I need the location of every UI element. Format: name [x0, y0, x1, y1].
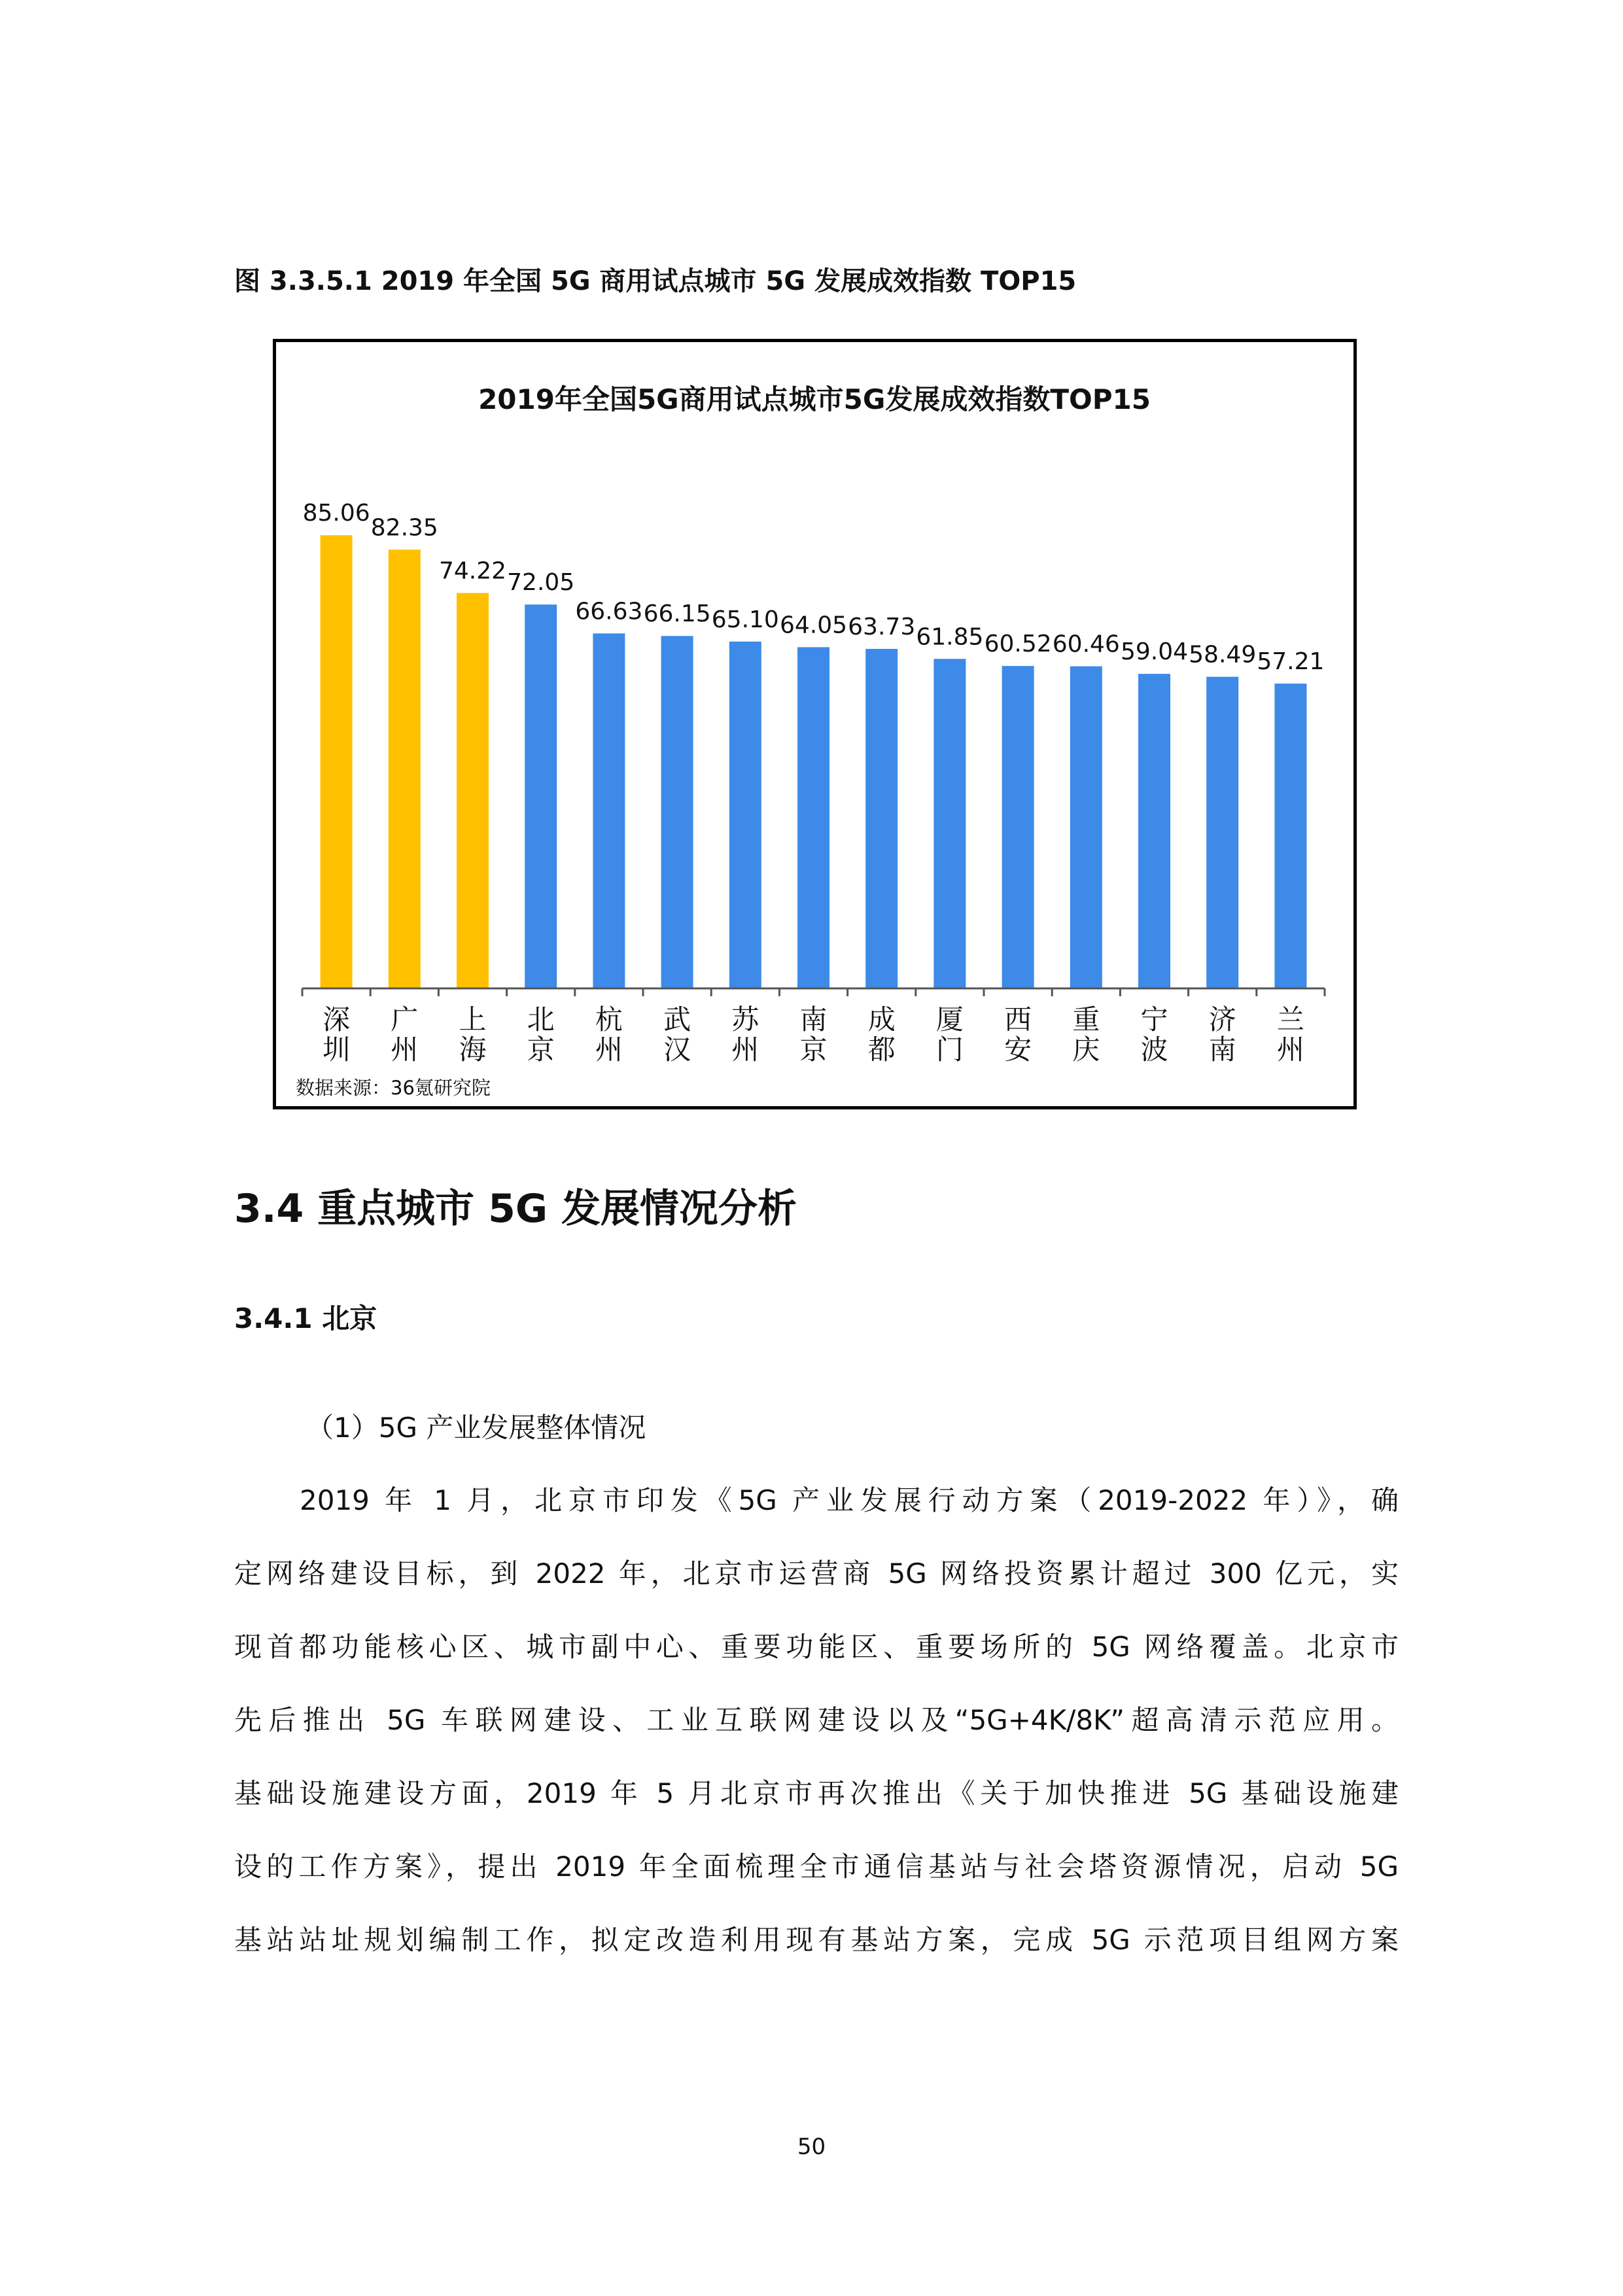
data-label: 64.05	[779, 612, 848, 639]
bar	[525, 604, 557, 988]
bar	[661, 636, 693, 988]
x-tick-label: 州	[731, 1034, 759, 1066]
x-tick-label: 北	[527, 1003, 555, 1035]
bar	[1206, 677, 1238, 988]
data-label: 82.35	[370, 514, 438, 542]
bar	[593, 633, 625, 988]
x-tick-label: 苏	[731, 1003, 759, 1035]
x-tick-label: 兰	[1276, 1003, 1304, 1035]
paragraph-line: 基础设施建设方面，2019 年 5 月北京市再次推出《关于加快推进 5G 基础设施建	[234, 1777, 1399, 1809]
page-number: 50	[797, 2134, 826, 2160]
data-label: 57.21	[1257, 648, 1325, 676]
x-tick-label: 上	[459, 1003, 487, 1035]
paragraph-line: 定网络建设目标，到 2022 年，北京市运营商 5G 网络投资累计超过 300 亿元，实	[234, 1557, 1399, 1590]
x-tick-label: 京	[527, 1034, 555, 1066]
x-tick-label: 州	[595, 1034, 623, 1066]
x-tick-label: 西	[1004, 1003, 1032, 1035]
x-tick-label: 南	[799, 1003, 828, 1035]
x-tick-label: 波	[1140, 1034, 1168, 1066]
bar	[1138, 674, 1170, 988]
x-tick-label: 厦	[935, 1003, 964, 1035]
bar	[321, 535, 353, 988]
x-tick-label: 圳	[323, 1034, 351, 1066]
data-label: 65.10	[711, 606, 779, 633]
x-tick-label: 宁	[1140, 1003, 1168, 1035]
data-label: 63.73	[848, 613, 916, 640]
bar	[797, 647, 829, 988]
bar	[1274, 684, 1306, 988]
bar	[1070, 667, 1102, 988]
data-label: 59.04	[1120, 638, 1189, 666]
figure-caption: 图 3.3.5.1 2019 年全国 5G 商用试点城市 5G 发展成效指数 TOP15	[234, 266, 1077, 296]
chart-frame	[273, 339, 1357, 1109]
data-label: 60.46	[1052, 631, 1120, 658]
data-label: 66.63	[575, 598, 643, 625]
data-label: 60.52	[984, 631, 1052, 658]
bar	[457, 593, 489, 988]
paragraph-line: 2019 年 1 月，北京市印发《5G 产业发展行动方案（2019-2022 年）》，确	[300, 1484, 1399, 1516]
x-tick-label: 杭	[595, 1003, 623, 1035]
x-tick-label: 庆	[1072, 1034, 1100, 1066]
data-label: 58.49	[1189, 641, 1257, 669]
data-label: 66.15	[643, 600, 711, 628]
bar	[1002, 666, 1034, 988]
data-label: 74.22	[438, 557, 507, 585]
bar	[865, 649, 898, 988]
x-tick-label: 都	[867, 1034, 896, 1066]
x-tick-label: 济	[1208, 1003, 1236, 1035]
x-tick-label: 京	[799, 1034, 828, 1066]
data-label: 61.85	[916, 623, 984, 651]
item-heading: （1）5G 产业发展整体情况	[306, 1412, 646, 1444]
subsection-heading: 3.4.1 北京	[234, 1302, 377, 1334]
bar	[729, 642, 761, 988]
x-tick-label: 南	[1208, 1034, 1236, 1066]
x-tick-label: 成	[867, 1003, 896, 1035]
bar-chart	[276, 342, 1353, 1106]
data-label: 85.06	[302, 500, 370, 527]
x-tick-label: 海	[459, 1034, 487, 1066]
paragraph-line: 先后推出 5G 车联网建设、工业互联网建设以及“5G+4K/8K”超高清示范应用。	[234, 1704, 1399, 1736]
x-tick-label: 广	[391, 1003, 419, 1035]
paragraph-line: 现首都功能核心区、城市副中心、重要功能区、重要场所的 5G 网络覆盖。北京市	[234, 1631, 1399, 1663]
x-tick-label: 州	[391, 1034, 419, 1066]
body-paragraph	[234, 1464, 1399, 1977]
paragraph-line: 设的工作方案》，提出 2019 年全面梳理全市通信基站与社会塔资源情况，启动 5G	[234, 1851, 1399, 1883]
x-tick-label: 安	[1004, 1034, 1032, 1066]
x-tick-label: 重	[1072, 1003, 1100, 1035]
data-label: 72.05	[507, 569, 575, 597]
x-tick-label: 武	[663, 1003, 691, 1035]
x-tick-label: 汉	[663, 1034, 691, 1066]
x-tick-label: 深	[323, 1003, 351, 1035]
section-heading: 3.4 重点城市 5G 发展情况分析	[234, 1186, 797, 1232]
x-tick-label: 门	[935, 1034, 964, 1066]
paragraph-line: 基站站址规划编制工作，拟定改造利用现有基站方案，完成 5G 示范项目组网方案	[234, 1924, 1399, 1956]
x-tick-label: 州	[1276, 1034, 1304, 1066]
chart-title: 2019年全国5G商用试点城市5G发展成效指数TOP15	[478, 383, 1151, 415]
data-source: 数据来源：36氪研究院	[296, 1077, 491, 1099]
bar	[389, 549, 421, 988]
bar	[934, 659, 966, 988]
